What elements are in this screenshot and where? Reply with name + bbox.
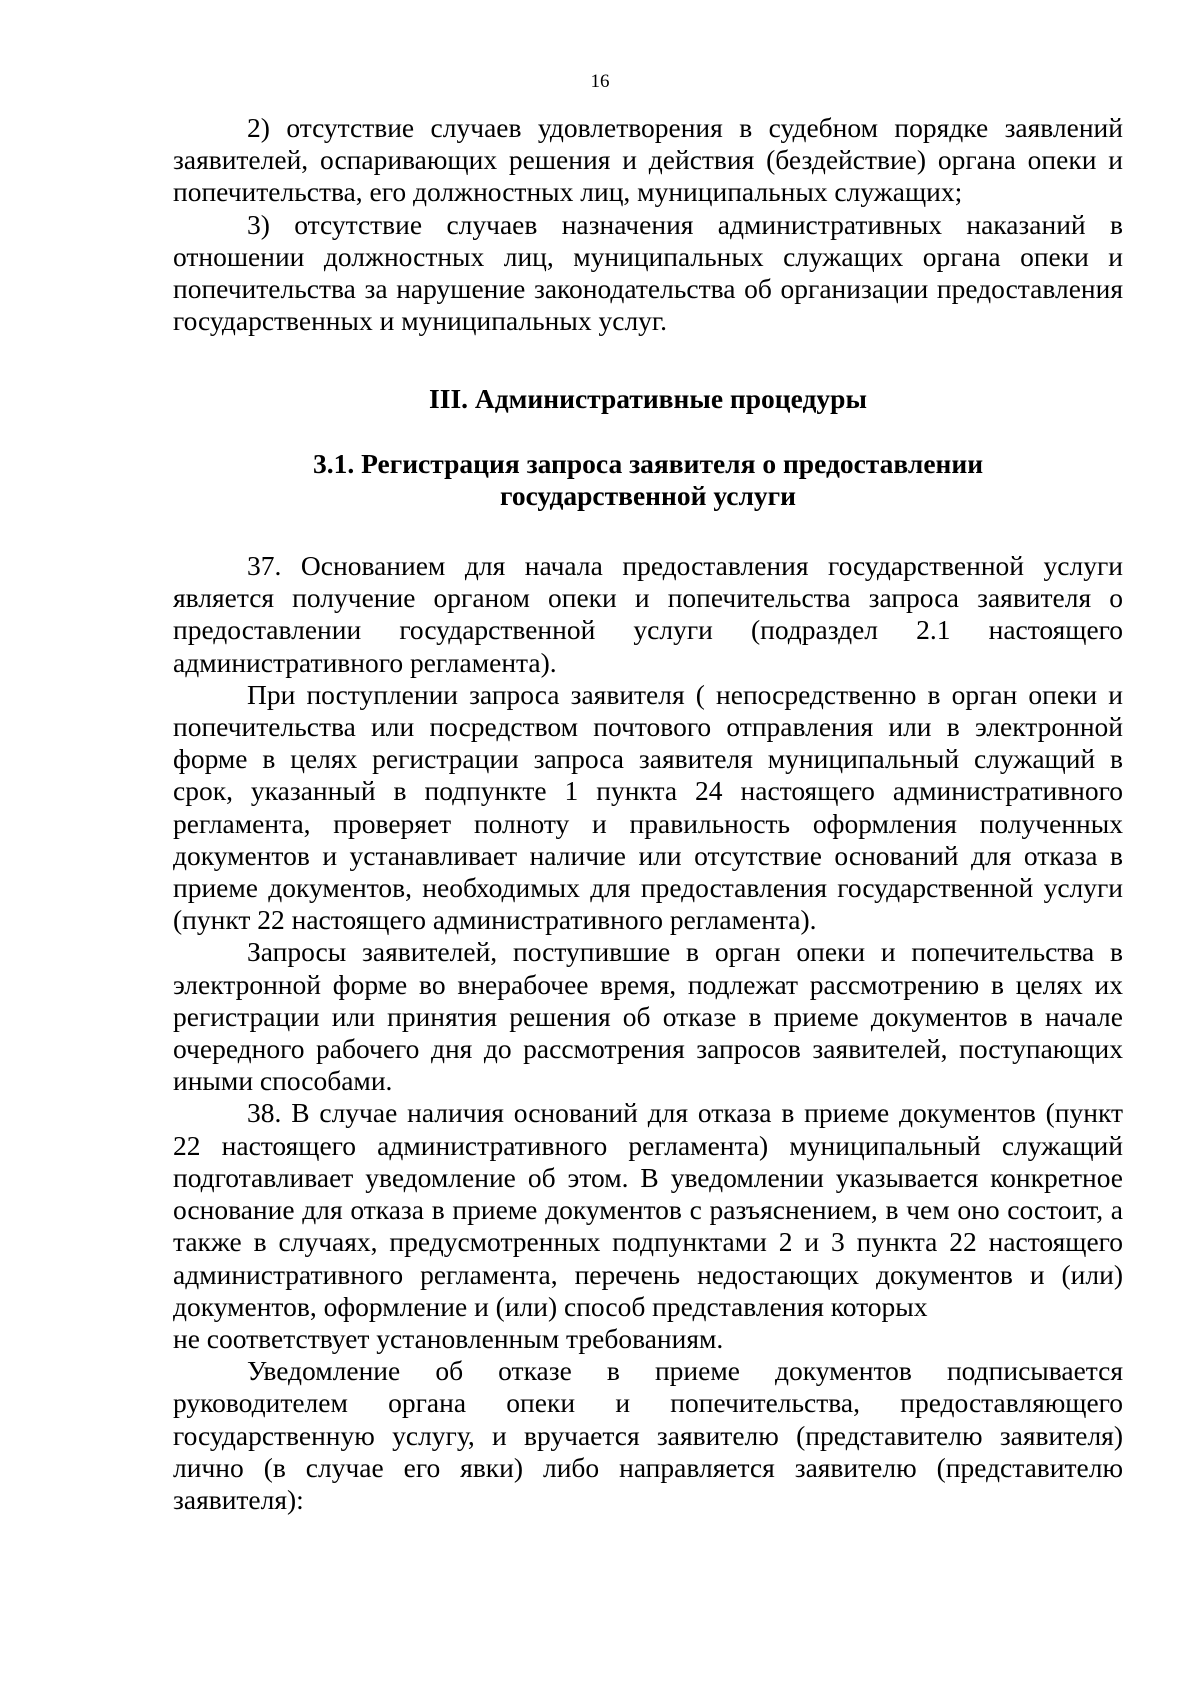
paragraph-item-3: 3) отсутствие случаев назначения административных наказаний в отношении должностных лиц, муниципальных служащих органа опеки и попечительства за нарушение законодательства об организации предоставления государственных и муниципальных услуг. — [173, 208, 1123, 337]
paragraph-notice-signing: Уведомление об отказе в приеме документов подписывается руководителем органа опеки и попечительства, предоставляющего государственную услугу, и вручается заявителю (представителю заявителя) лично (в случае его явки) либо направляется заявителю (представителю заявителя): — [173, 1355, 1123, 1515]
subsection-title — [173, 448, 1123, 512]
paragraph-37: 37. Основанием для начала предоставления государственной услуги является получение органом опеки и попечительства запроса заявителя о предоставлении государственной услуги (подраздел 2.1 настоящего административного регламента). — [173, 550, 1123, 678]
subsection-title-line-1: 3.1. Регистрация запроса заявителя о предоставлении — [312, 447, 984, 479]
section-title: III. Административные процедуры — [429, 383, 867, 415]
paragraph-38-continuation: не соответствует установленным требованиям. — [173, 1322, 724, 1354]
paragraph-request-receipt: При поступлении запроса заявителя ( непосредственно в орган опеки и попечительства или посредством почтового отправления или в электронной форме в целях регистрации запроса заявителя муниципальный служащий в срок, указанный в подпункте 1 пункта 24 настоящего административного регламента, проверяет полноту и правильность оформления полученных документов и устанавливает наличие или отсутствие оснований для отказа в приеме документов, необходимых для предоставления государственной услуги (пункт 22 настоящего административного регламента). — [173, 678, 1123, 936]
document-body — [173, 112, 1123, 1516]
subsection-title-line-2: государственной услуги — [500, 479, 796, 511]
paragraph-item-2: 2) отсутствие случаев удовлетворения в судебном порядке заявлений заявителей, оспаривающих решения и действия (бездействие) органа опеки и попечительства, его должностных лиц, муниципальных служащих; — [173, 112, 1123, 208]
paragraph-electronic-requests: Запросы заявителей, поступившие в орган опеки и попечительства в электронной форме во внерабочее время, подлежат рассмотрению в целях их регистрации или принятия решения об отказе в приеме документов в начале очередного рабочего дня до рассмотрения запросов заявителей, поступающих иными способами. — [173, 936, 1123, 1097]
paragraph-38: 38. В случае наличия оснований для отказа в приеме документов (пункт 22 настоящего административного регламента) муниципальный служащий подготавливает уведомление об этом. В уведомлении указывается конкретное основание для отказа в приеме документов с разъяснением, в чем оно состоит, а также в случаях, предусмотренных подпунктами 2 и 3 пункта 22 настоящего административного регламента, перечень недостающих документов и (или) документов, оформление и (или) способ представления которых — [173, 1097, 1123, 1322]
page-number: 16 — [590, 71, 610, 92]
